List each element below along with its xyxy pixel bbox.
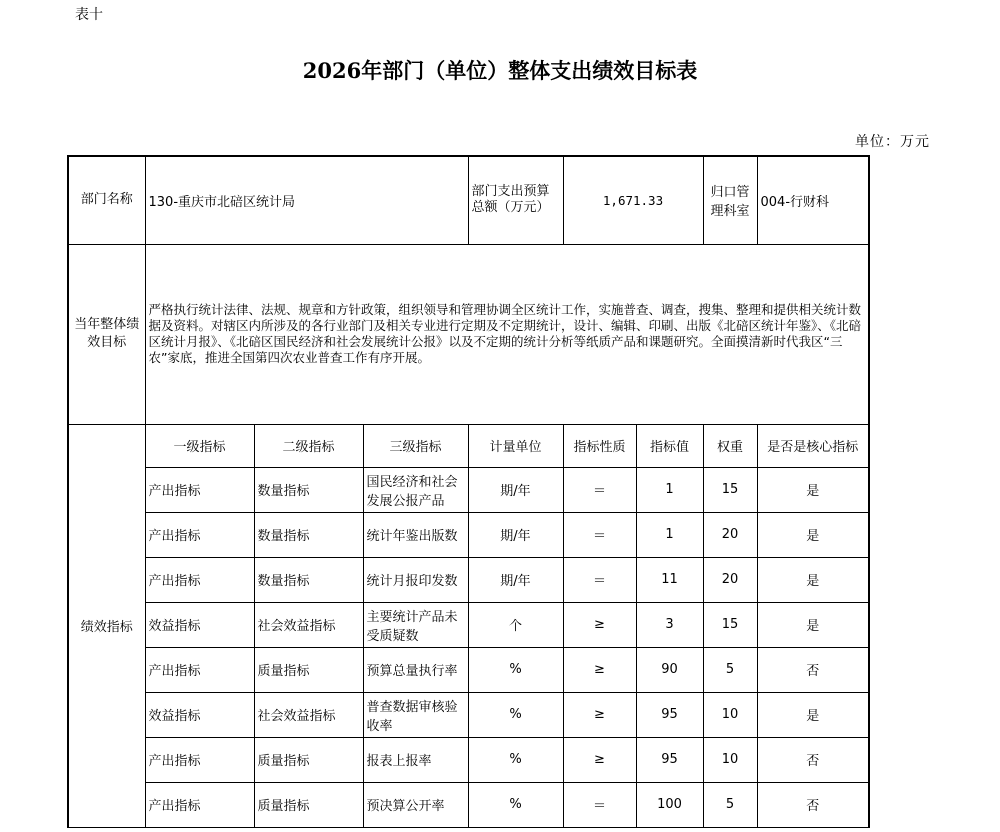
- col-header: 计量单位: [468, 424, 563, 467]
- level2-cell: 数量指标: [254, 512, 363, 557]
- goal-row: [68, 244, 869, 424]
- unit-cell: 期/年: [468, 467, 563, 512]
- weight-cell: 15: [703, 602, 757, 647]
- unit-label: 单位：万元: [855, 134, 930, 150]
- col-header: 一级指标: [145, 424, 254, 467]
- indicator-section-label: 绩效指标: [68, 424, 145, 827]
- level3-cell: 报表上报率: [363, 737, 468, 782]
- weight-cell: 15: [703, 467, 757, 512]
- level1-cell: 效益指标: [145, 692, 254, 737]
- level3-cell: 预算总量执行率: [363, 647, 468, 692]
- level1-cell: 产出指标: [145, 647, 254, 692]
- core-cell: 是: [757, 692, 869, 737]
- col-header: 指标值: [636, 424, 703, 467]
- level2-cell: 社会效益指标: [254, 602, 363, 647]
- dept-info-row: [68, 156, 869, 244]
- level3-cell: 统计年鉴出版数: [363, 512, 468, 557]
- level1-cell: 产出指标: [145, 467, 254, 512]
- level2-cell: 质量指标: [254, 737, 363, 782]
- level1-cell: 产出指标: [145, 737, 254, 782]
- nature-cell: ≥: [563, 692, 636, 737]
- col-header: 权重: [703, 424, 757, 467]
- value-cell: 1: [636, 512, 703, 557]
- goal-label: 当年整体绩效目标: [68, 244, 145, 424]
- value-cell: 11: [636, 557, 703, 602]
- value-cell: 90: [636, 647, 703, 692]
- level1-cell: 效益指标: [145, 602, 254, 647]
- unit-cell: %: [468, 647, 563, 692]
- level1-cell: 产出指标: [145, 782, 254, 827]
- level3-cell: 预决算公开率: [363, 782, 468, 827]
- core-cell: 否: [757, 647, 869, 692]
- weight-cell: 20: [703, 557, 757, 602]
- unit-cell: 期/年: [468, 557, 563, 602]
- nature-cell: ＝: [563, 557, 636, 602]
- weight-cell: 10: [703, 737, 757, 782]
- budget-label: 部门支出预算总额（万元）: [468, 156, 563, 244]
- level3-cell: 主要统计产品未受质疑数: [363, 602, 468, 647]
- col-header: 三级指标: [363, 424, 468, 467]
- level2-cell: 数量指标: [254, 467, 363, 512]
- value-cell: 1: [636, 467, 703, 512]
- core-cell: 是: [757, 512, 869, 557]
- table-row: [68, 737, 869, 782]
- unit-cell: 个: [468, 602, 563, 647]
- nature-cell: ≥: [563, 737, 636, 782]
- col-header: 二级指标: [254, 424, 363, 467]
- table-row: [68, 512, 869, 557]
- level1-cell: 产出指标: [145, 557, 254, 602]
- page-title: 2026年部门（单位）整体支出绩效目标表: [302, 58, 698, 83]
- goal-text: 严格执行统计法律、法规、规章和方针政策，组织领导和管理协调全区统计工作，实施普查、调查，搜集、整理和提供相关统计数据及资料。对辖区内所涉及的各行业部门及相关专业进行定期及不定期统计，设计、编辑、印刷、出版《北碚区统计年鉴》、《北碚区统计月报》、《北碚区国民经济和社会发展统计公报》以及不定期的统计分析等纸质产品和课题研究。全面摸清新时代我区“三农”家底，推进全国第四次农业普查工作有序开展。: [145, 244, 869, 424]
- level3-cell: 国民经济和社会发展公报产品: [363, 467, 468, 512]
- value-cell: 3: [636, 602, 703, 647]
- dept-name-label: 部门名称: [68, 156, 145, 244]
- nature-cell: ≥: [563, 602, 636, 647]
- unit-cell: %: [468, 692, 563, 737]
- core-cell: 是: [757, 467, 869, 512]
- weight-cell: 5: [703, 647, 757, 692]
- table-number: 表十: [75, 7, 103, 23]
- table-row: [68, 782, 869, 827]
- core-cell: 是: [757, 557, 869, 602]
- core-cell: 否: [757, 782, 869, 827]
- table-row: [68, 557, 869, 602]
- level2-cell: 质量指标: [254, 782, 363, 827]
- admin-dept-label: 归口管理科室: [703, 156, 757, 244]
- unit-cell: 期/年: [468, 512, 563, 557]
- level3-cell: 普查数据审核验收率: [363, 692, 468, 737]
- dept-name-value: 130-重庆市北碚区统计局: [145, 156, 468, 244]
- unit-cell: %: [468, 782, 563, 827]
- value-cell: 100: [636, 782, 703, 827]
- level2-cell: 质量指标: [254, 647, 363, 692]
- budget-value: 1,671.33: [563, 156, 703, 244]
- core-cell: 否: [757, 737, 869, 782]
- nature-cell: ＝: [563, 782, 636, 827]
- level2-cell: 数量指标: [254, 557, 363, 602]
- level3-cell: 统计月报印发数: [363, 557, 468, 602]
- nature-cell: ＝: [563, 467, 636, 512]
- col-header: 是否是核心指标: [757, 424, 869, 467]
- performance-table: [67, 155, 870, 828]
- unit-cell: %: [468, 737, 563, 782]
- table-row: [68, 602, 869, 647]
- value-cell: 95: [636, 737, 703, 782]
- indicator-header-row: [68, 424, 869, 467]
- weight-cell: 20: [703, 512, 757, 557]
- level1-cell: 产出指标: [145, 512, 254, 557]
- weight-cell: 10: [703, 692, 757, 737]
- nature-cell: ＝: [563, 512, 636, 557]
- weight-cell: 5: [703, 782, 757, 827]
- admin-dept-value: 004-行财科: [757, 156, 869, 244]
- nature-cell: ≥: [563, 647, 636, 692]
- level2-cell: 社会效益指标: [254, 692, 363, 737]
- col-header: 指标性质: [563, 424, 636, 467]
- core-cell: 是: [757, 602, 869, 647]
- table-row: [68, 467, 869, 512]
- value-cell: 95: [636, 692, 703, 737]
- table-row: [68, 692, 869, 737]
- table-row: [68, 647, 869, 692]
